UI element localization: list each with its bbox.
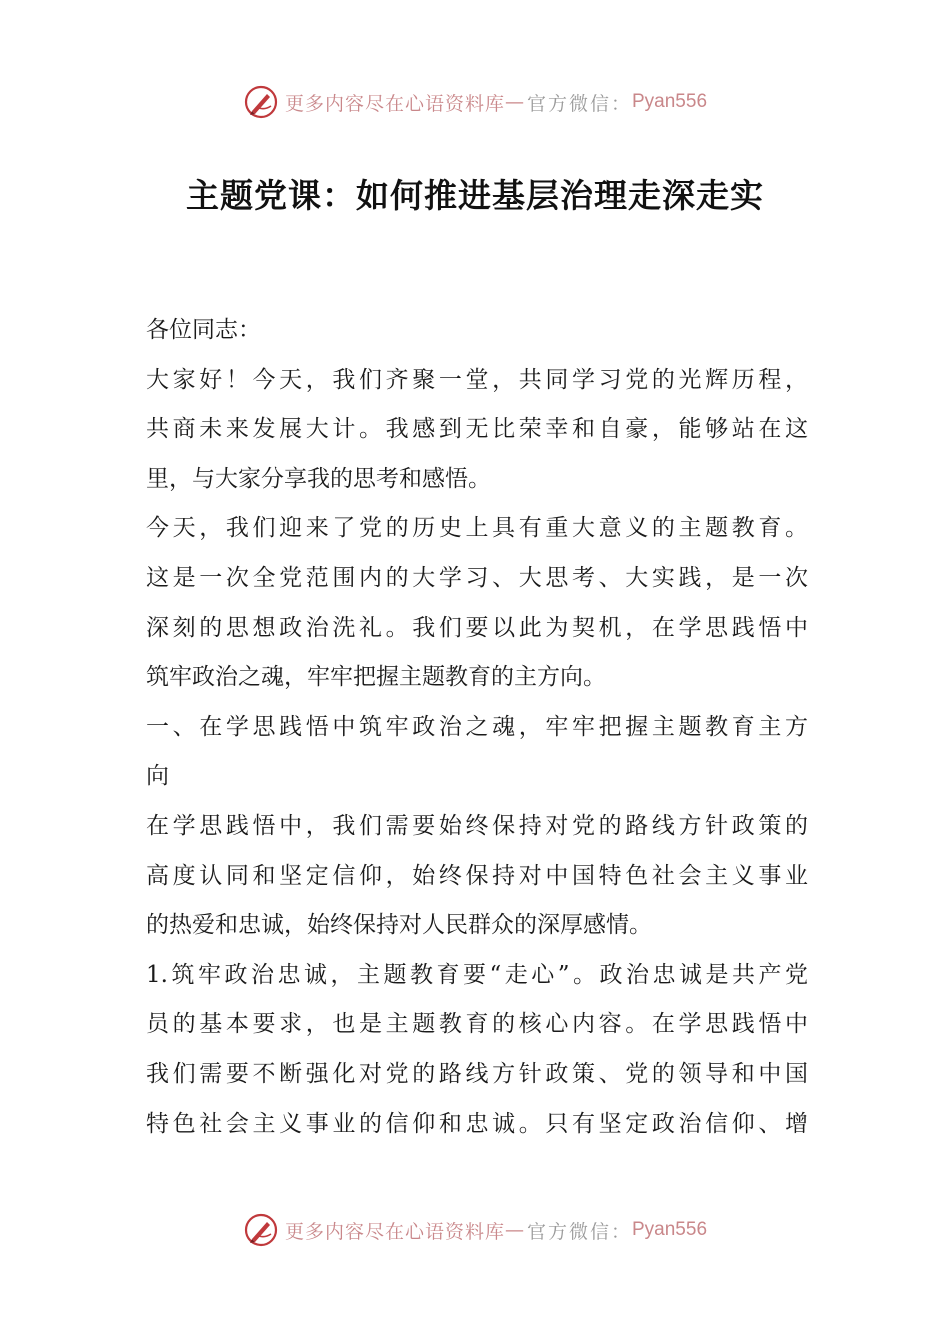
paragraph-line: 这是一次全党范围内的大学习、大思考、大实践，是一次 — [146, 564, 808, 591]
pen-logo-icon — [243, 84, 279, 120]
document-title: 主题党课：如何推进基层治理走深走实 — [186, 176, 764, 215]
paragraph-line: 1.筑牢政治忠诚，主题教育要“走心”。政治忠诚是共产党 — [146, 961, 808, 988]
paragraph-line: 筑牢政治之魂，牢牢把握主题教育的主方向。 — [146, 664, 606, 691]
banner-wechat-id: Pyan556 — [632, 91, 708, 112]
paragraph-line: 高度认同和坚定信仰，始终保持对中国特色社会主义事业 — [146, 862, 808, 889]
pen-logo-icon — [243, 1212, 279, 1248]
banner-wechat-id: Pyan556 — [632, 1219, 708, 1240]
paragraph-line: 员的基本要求，也是主题教育的核心内容。在学思践悟中 — [146, 1011, 808, 1038]
banner-text: 更多内容尽在心语资料库 — [284, 1220, 505, 1243]
paragraph-line: 深刻的思想政治洗礼。我们要以此为契机，在学思践悟中 — [146, 614, 808, 641]
banner-dash: — — [504, 1219, 525, 1241]
paragraph-line: 我们需要不断强化对党的路线方针政策、党的领导和中国 — [146, 1060, 808, 1087]
paragraph-line: 各位同志： — [146, 317, 261, 343]
banner-text: 更多内容尽在心语资料库 — [284, 92, 505, 115]
paragraph-line: 今天，我们迎来了党的历史上具有重大意义的主题教育。 — [146, 515, 808, 542]
paragraph-line: 的热爱和忠诚，始终保持对人民群众的深厚感情。 — [146, 912, 652, 939]
paragraph-line: 里，与大家分享我的思考和感悟。 — [146, 465, 491, 492]
footer-banner — [0, 1208, 950, 1252]
section-heading-line: 一、在学思践悟中筑牢政治之魂，牢牢把握主题教育主方 — [146, 713, 808, 740]
document-body — [146, 306, 808, 1149]
banner-wechat-label: 官方微信： — [526, 92, 632, 115]
paragraph-line: 特色社会主义事业的信仰和忠诚。只有坚定政治信仰、增 — [146, 1110, 808, 1137]
paragraph-line: 在学思践悟中，我们需要始终保持对党的路线方针政策的 — [146, 812, 808, 839]
banner-dash: — — [504, 91, 525, 113]
header-banner — [0, 80, 950, 124]
section-heading-line: 向 — [146, 763, 169, 790]
banner-wechat-label: 官方微信： — [526, 1220, 632, 1243]
paragraph-line: 大家好！今天，我们齐聚一堂，共同学习党的光辉历程， — [146, 366, 808, 393]
paragraph-line: 共商未来发展大计。我感到无比荣幸和自豪，能够站在这 — [146, 416, 808, 443]
